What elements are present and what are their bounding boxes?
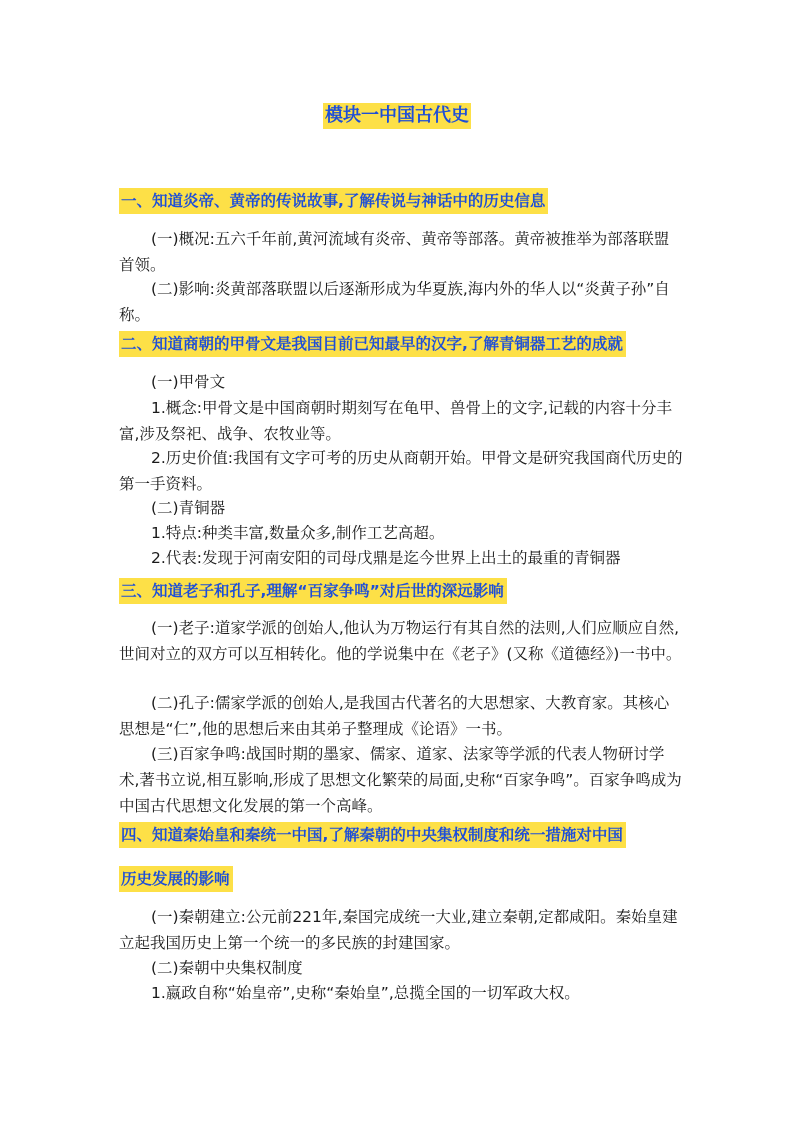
section-2-oracle-bone-title: (一)甲骨文 xyxy=(151,373,226,391)
section-1-overview: (一)概况:五六千年前,黄河流域有炎帝、黄帝等部落。黄帝被推举为部落联盟首领。 xyxy=(119,230,670,274)
section-2-oracle-bone-concept: 1.概念:甲骨文是中国商朝时期刻写在龟甲、兽骨上的文字,记载的内容十分丰富,涉及祭祀、战争、农牧业等。 xyxy=(119,399,672,443)
section-1-impact: (二)影响:炎黄部落联盟以后逐渐形成为华夏族,海内外的华人以“炎黄子孙”自称。 xyxy=(119,280,670,324)
section-4-centralization-title: (二)秦朝中央集权制度 xyxy=(151,959,303,977)
section-2-bronze-features: 1.特点:种类丰富,数量众多,制作工艺高超。 xyxy=(151,524,445,542)
section-2-bronze-representative: 2.代表:发现于河南安阳的司母戊鼎是迄今世界上出土的最重的青铜器 xyxy=(151,549,621,567)
section-3-confucius: (二)孔子:儒家学派的创始人,是我国古代著名的大思想家、大教育家。其核心思想是“仁”,他的思想后来由其弟子整理成《论语》一书。 xyxy=(119,694,670,738)
section-1-heading: 一、知道炎帝、黄帝的传说故事,了解传说与神话中的历史信息 xyxy=(119,188,548,214)
section-2-heading: 二、知道商朝的甲骨文是我国目前已知最早的汉字,了解青铜器工艺的成就 xyxy=(119,331,626,357)
section-4-heading-line-2: 历史发展的影响 xyxy=(119,866,233,892)
section-4-qin-founding: (一)秦朝建立:公元前221年,秦国完成统一大业,建立秦朝,定都咸阳。秦始皇建立起我国历史上第一个统一的多民族的封建国家。 xyxy=(119,908,678,952)
section-4-first-emperor: 1.嬴政自称“始皇帝”,史称“秦始皇”,总揽全国的一切军政大权。 xyxy=(151,984,580,1002)
section-2-oracle-bone-value: 2.历史价值:我国有文字可考的历史从商朝开始。甲骨文是研究我国商代历史的第一手资料。 xyxy=(119,449,683,493)
page-title xyxy=(0,103,794,129)
title-text: 模块一中国古代史 xyxy=(323,103,471,129)
section-3-laozi: (一)老子:道家学派的创始人,他认为万物运行有其自然的法则,人们应顺应自然,世间对立的双方可以互相转化。他的学说集中在《老子》(又称《道德经》)一书中。 xyxy=(119,619,682,663)
section-4-heading-line-1: 四、知道秦始皇和秦统一中国,了解秦朝的中央集权制度和统一措施对中国 xyxy=(119,822,626,848)
section-3-hundred-schools: (三)百家争鸣:战国时期的墨家、儒家、道家、法家等学派的代表人物研讨学术,著书立说,相互影响,形成了思想文化繁荣的局面,史称“百家争鸣”。百家争鸣成为中国古代思想文化发展的第一个高峰。 xyxy=(119,745,682,815)
section-2-bronze-title: (二)青铜器 xyxy=(151,499,226,517)
section-3-heading: 三、知道老子和孔子,理解“百家争鸣”对后世的深远影响 xyxy=(119,578,507,604)
